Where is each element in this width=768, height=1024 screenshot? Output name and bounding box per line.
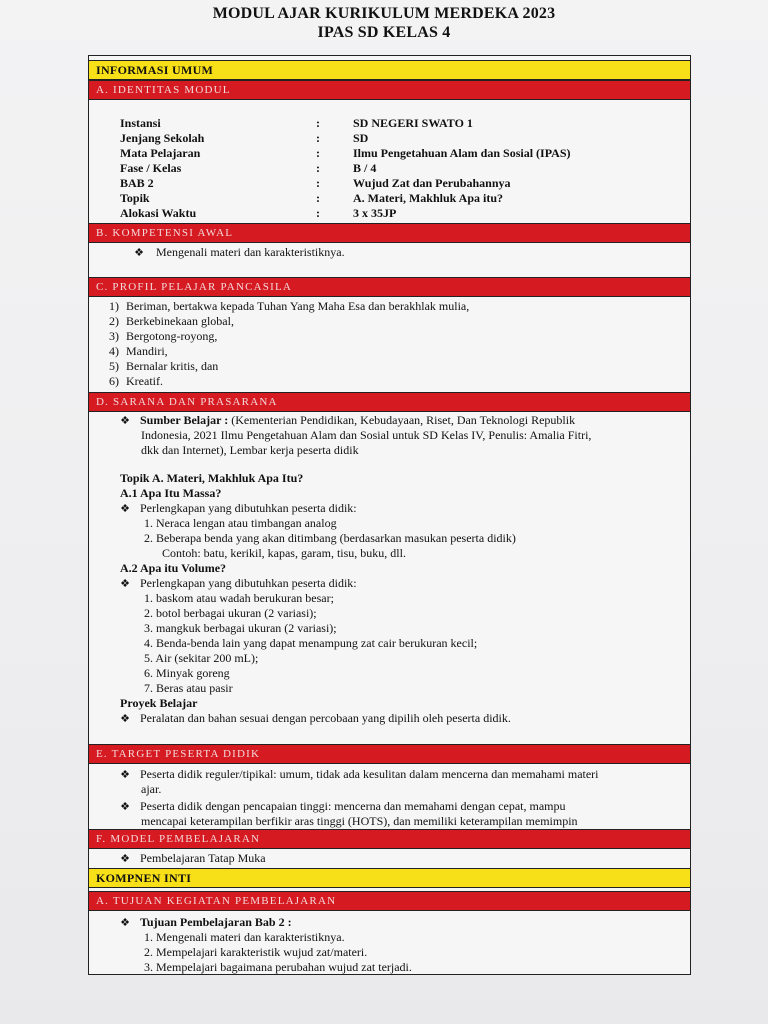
kompetensi-text: Mengenali materi dan karakteristiknya. (156, 245, 345, 259)
identitas-colon: : (316, 191, 320, 205)
a2-item: 1. baskom atau wadah berukuran besar; (144, 591, 334, 605)
profil-item: 4) Mandiri, (109, 344, 168, 358)
profil-item: 6) Kreatif. (109, 374, 163, 388)
identitas-colon: : (316, 131, 320, 145)
bullet-icon: ❖ (120, 769, 130, 781)
identitas-colon: : (316, 206, 320, 220)
document-title (0, 4, 768, 42)
bullet-icon: ❖ (120, 713, 130, 725)
target-reguler: ❖ Peserta didik reguler/tipikal: umum, tidak ada kesulitan dalam mencerna dan memahami materi (117, 767, 599, 783)
title-line-1: MODUL AJAR KURIKULUM MERDEKA 2023 (212, 5, 556, 22)
identitas-value: B / 4 (353, 161, 377, 175)
profil-item: 3) Bergotong-royong, (109, 329, 218, 343)
identitas-colon: : (316, 116, 320, 130)
sumber-belajar-text-3: dkk dan Internet), Lembar kerja peserta didik (141, 443, 359, 457)
bullet-icon: ❖ (120, 853, 130, 865)
a2-item: 6. Minyak goreng (144, 666, 230, 680)
a1-item: 1. Neraca lengan atau timbangan analog (144, 516, 337, 530)
a2-item: 3. mangkuk berbagai ukuran (2 variasi); (144, 621, 337, 635)
section-profil-pelajar: C. PROFIL PELAJAR PANCASILA (89, 277, 690, 297)
identitas-colon: : (316, 146, 320, 160)
kompetensi-item (131, 245, 345, 261)
identitas-value: A. Materi, Makhluk Apa itu? (353, 191, 504, 205)
a2-heading: A.2 Apa itu Volume? (120, 561, 227, 575)
identitas-value: Wujud Zat dan Perubahannya (353, 176, 511, 190)
identitas-label: Mata Pelajaran (120, 146, 201, 160)
profil-item: 2) Berkebinekaan global, (109, 314, 234, 328)
tujuan-item: 1. Mengenali materi dan karakteristiknya. (144, 930, 345, 944)
target-reguler-cont: ajar. (141, 782, 162, 796)
target-tinggi: ❖ Peserta didik dengan pencapaian tinggi: mencerna dan memahami dengan cepat, mampu (117, 799, 566, 815)
topik-heading: Topik A. Materi, Makhluk Apa Itu? (120, 471, 304, 485)
identitas-label: Topik (120, 191, 150, 205)
identitas-label: BAB 2 (120, 176, 154, 190)
section-sarana-prasarana: D. SARANA DAN PRASARANA (89, 392, 690, 412)
sumber-belajar-line (117, 413, 575, 429)
identitas-value: Ilmu Pengetahuan Alam dan Sosial (IPAS) (353, 146, 571, 160)
a2-item: 5. Air (sekitar 200 mL); (144, 651, 259, 665)
identitas-value: SD NEGERI SWATO 1 (353, 116, 473, 130)
bullet-icon: ❖ (120, 503, 130, 515)
section-model-pembelajaran: F. MODEL PEMBELAJARAN (89, 829, 690, 849)
a1-heading: A.1 Apa Itu Massa? (120, 486, 222, 500)
module-table (88, 55, 691, 975)
section-komponen-inti: KOMPNEN INTI (89, 868, 690, 888)
identitas-colon: : (316, 161, 320, 175)
bullet-icon: ❖ (120, 917, 130, 929)
section-informasi-umum: INFORMASI UMUM (89, 60, 690, 80)
identitas-label: Jenjang Sekolah (120, 131, 205, 145)
a2-item: 2. botol berbagai ukuran (2 variasi); (144, 606, 317, 620)
profil-item: 5) Bernalar kritis, dan (109, 359, 219, 373)
section-target-peserta: E. TARGET PESERTA DIDIK (89, 744, 690, 764)
model-item: ❖ Pembelajaran Tatap Muka (117, 851, 266, 867)
identitas-value: SD (353, 131, 369, 145)
tujuan-item: 2. Mempelajari karakteristik wujud zat/materi. (144, 945, 368, 959)
identitas-label: Instansi (120, 116, 161, 130)
target-tinggi-cont: mencapai keterampilan berfikir aras tinggi (HOTS), dan memiliki keterampilan memimpin (141, 814, 578, 828)
bullet-icon: ❖ (120, 801, 130, 813)
a2-intro: ❖ Perlengkapan yang dibutuhkan peserta didik: (117, 576, 357, 592)
a1-contoh: Contoh: batu, kerikil, kapas, garam, tisu, buku, dll. (162, 546, 406, 560)
section-identitas-modul: A. IDENTITAS MODUL (89, 80, 690, 100)
identitas-colon: : (316, 176, 320, 190)
proyek-heading: Proyek Belajar (120, 696, 198, 710)
sumber-belajar-text-1: (Kementerian Pendidikan, Kebudayaan, Riset, Dan Teknologi Republik (231, 413, 576, 427)
section-kompetensi-awal: B. KOMPETENSI AWAL (89, 223, 690, 243)
profil-item: 1) Beriman, bertakwa kepada Tuhan Yang Maha Esa dan berakhlak mulia, (109, 299, 470, 313)
proyek-item: ❖ Peralatan dan bahan sesuai dengan percobaan yang dipilih oleh peserta didik. (117, 711, 511, 727)
bullet-icon: ❖ (120, 415, 130, 427)
a2-item: 4. Benda-benda lain yang dapat menampung zat cair berukuran kecil; (144, 636, 478, 650)
section-tujuan-kegiatan: A. TUJUAN KEGIATAN PEMBELAJARAN (89, 891, 690, 911)
tujuan-item: 3. Mempelajari bagaimana perubahan wujud zat terjadi. (144, 960, 412, 974)
bullet-icon: ❖ (134, 247, 144, 259)
sumber-belajar-text-2: Indonesia, 2021 Ilmu Pengetahuan Alam dan Sosial untuk SD Kelas IV, Penulis: Amalia Fitri, (141, 428, 592, 442)
sumber-belajar-label: Sumber Belajar : (140, 413, 229, 427)
identitas-label: Fase / Kelas (120, 161, 182, 175)
identitas-value: 3 x 35JP (353, 206, 397, 220)
a1-intro: ❖ Perlengkapan yang dibutuhkan peserta didik: (117, 501, 357, 517)
identitas-label: Alokasi Waktu (120, 206, 197, 220)
title-line-2: IPAS SD KELAS 4 (317, 24, 451, 41)
a2-item: 7. Beras atau pasir (144, 681, 233, 695)
tujuan-heading: ❖ Tujuan Pembelajaran Bab 2 : (117, 915, 292, 931)
bullet-icon: ❖ (120, 578, 130, 590)
a1-item: 2. Beberapa benda yang akan ditimbang (berdasarkan masukan peserta didik) (144, 531, 516, 545)
